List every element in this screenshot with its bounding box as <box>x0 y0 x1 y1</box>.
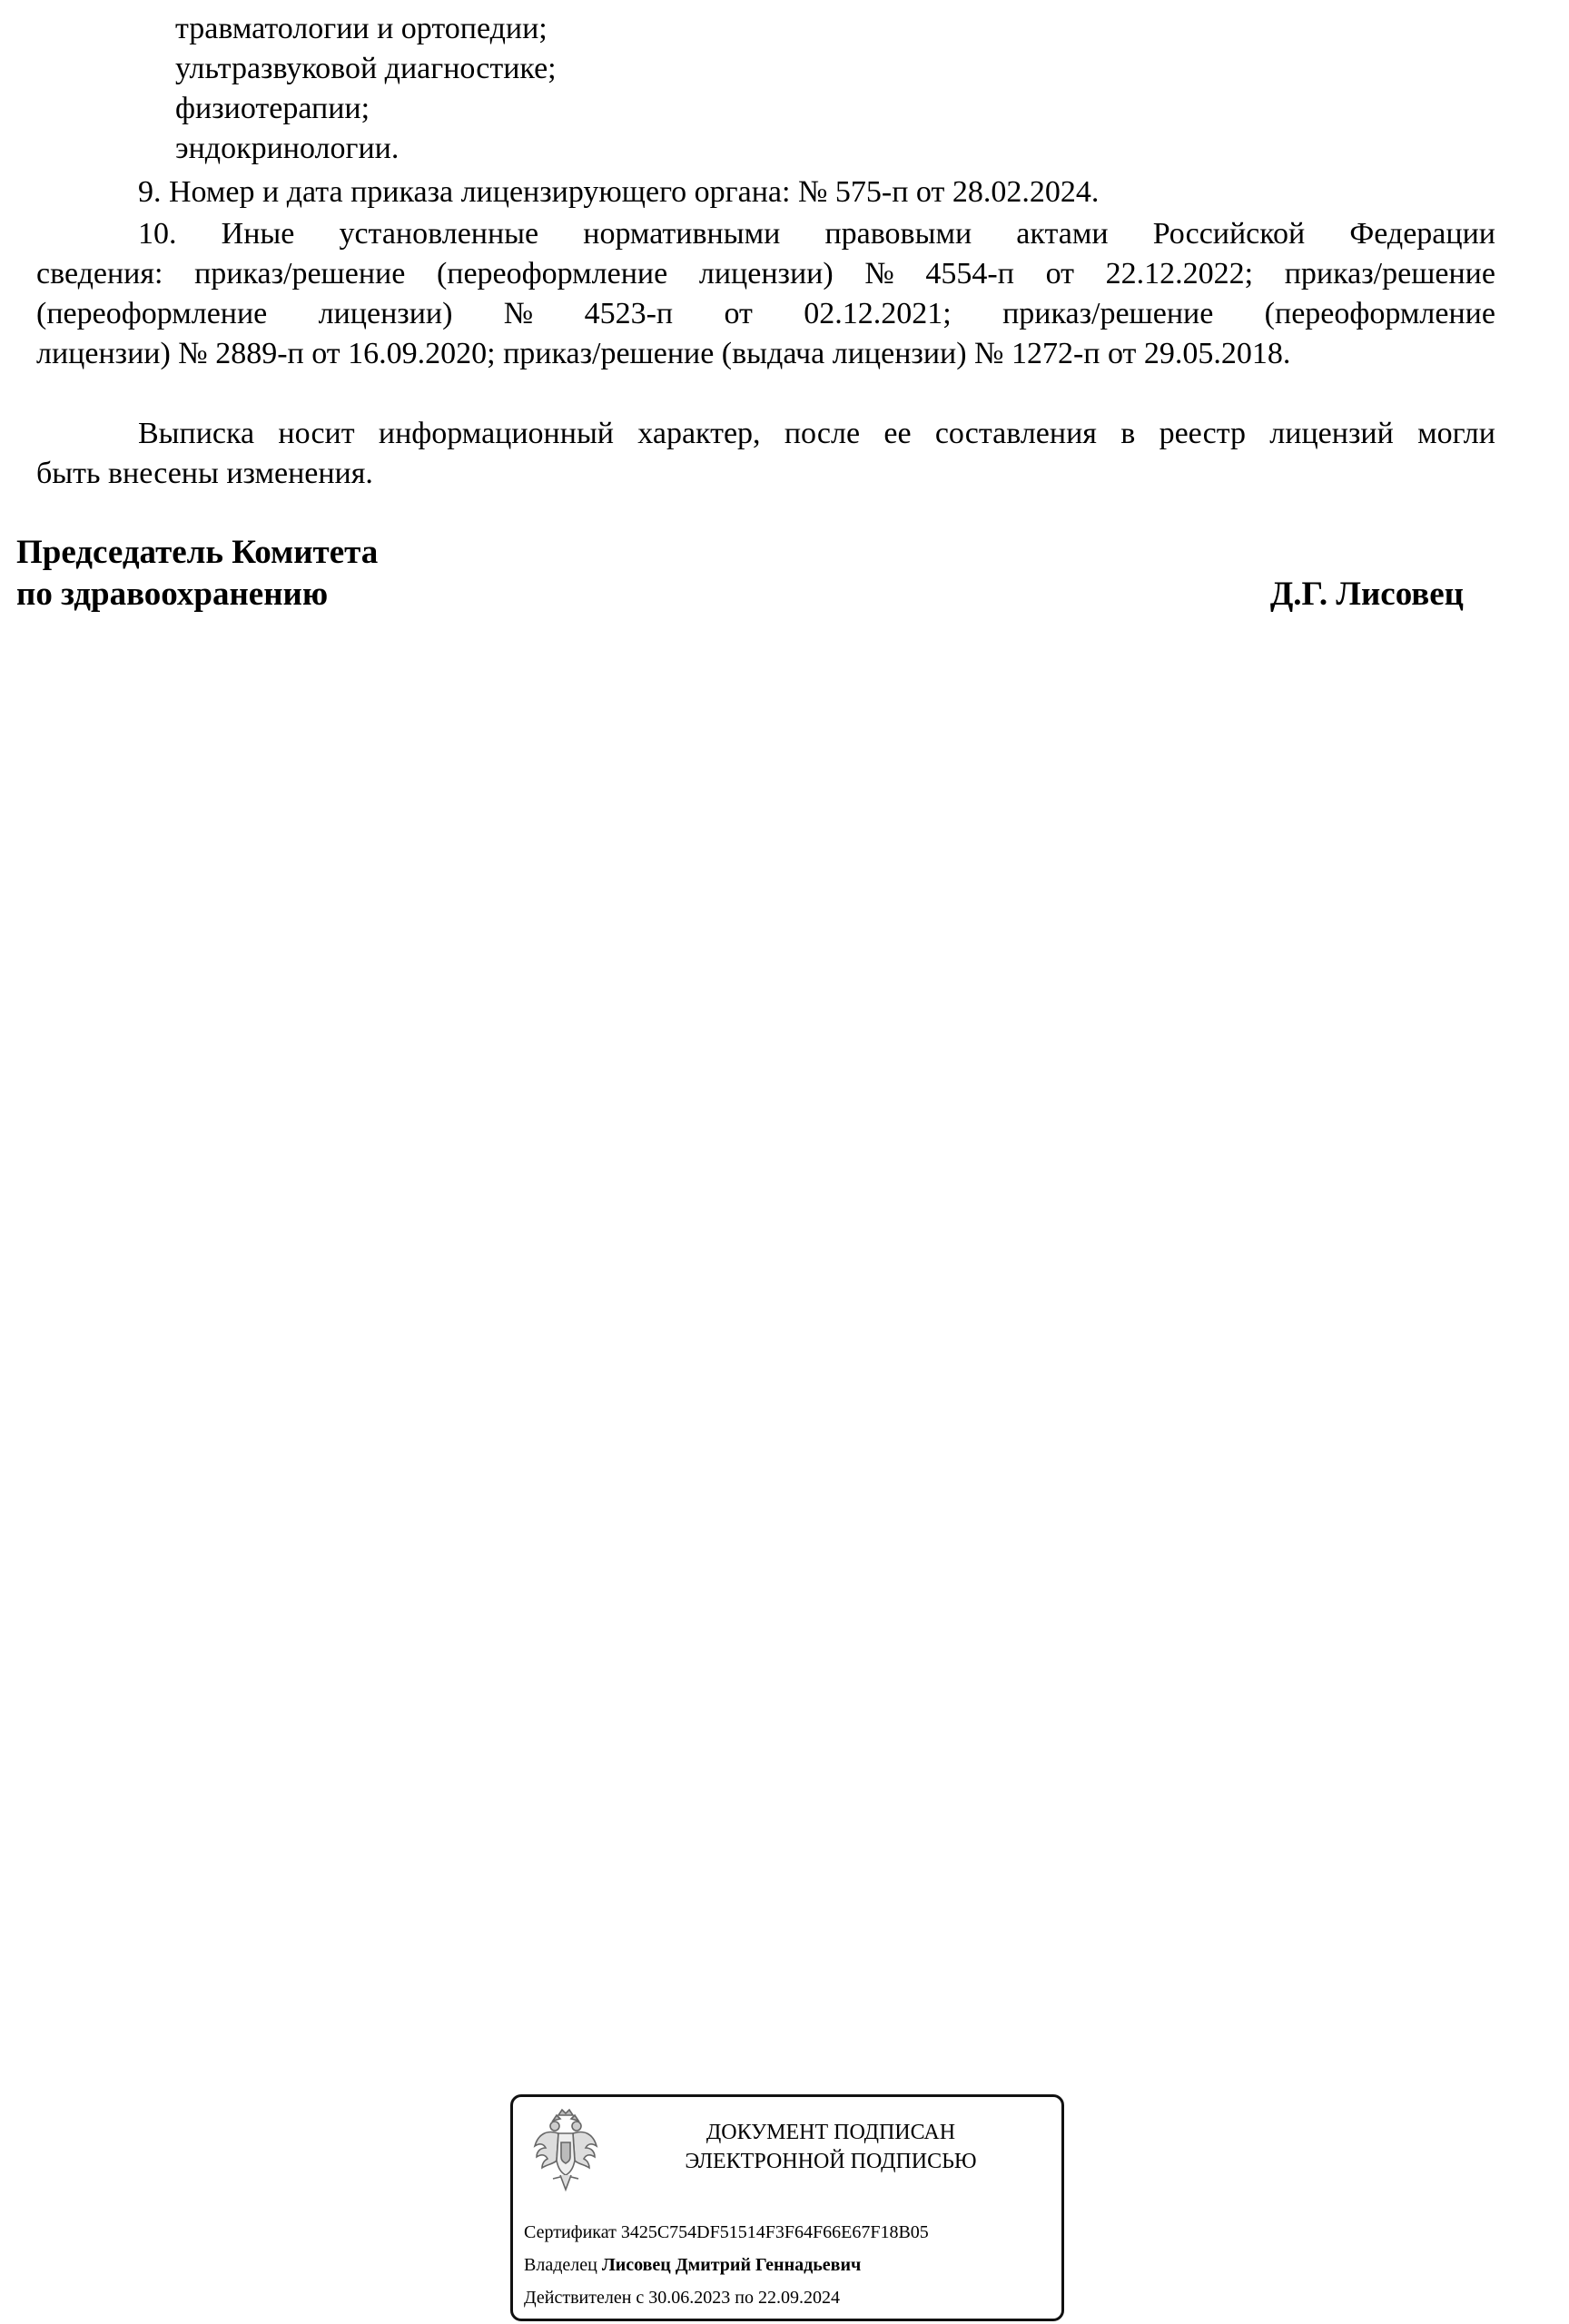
stamp-title-line-2: ЭЛЕКТРОННОЙ ПОДПИСЬЮ <box>685 2150 977 2173</box>
word: актами <box>1016 217 1109 251</box>
word: от <box>1045 257 1074 290</box>
word: в <box>1120 417 1136 450</box>
word: 22.12.2022; <box>1105 257 1254 290</box>
word: от <box>724 297 753 330</box>
list-item-physiotherapy: физиотерапии; <box>175 92 370 125</box>
word: (переоформление <box>1264 297 1495 330</box>
e-signature-stamp <box>510 2094 1064 2321</box>
word: Федерации <box>1349 217 1495 251</box>
certificate-value: 3425C754DF51514F3F64F66E67F18B05 <box>620 2222 929 2242</box>
owner-label: Владелец <box>524 2255 597 2275</box>
item-10-line-4: лицензии) № 2889-п от 16.09.2020; приказ/решение (выдача лицензии) № 1272-п от 29.05.2018. <box>36 337 1291 370</box>
notice-line-2: быть внесены изменения. <box>36 457 373 490</box>
word: составления <box>934 417 1097 450</box>
certificate-label: Сертификат <box>524 2222 617 2242</box>
word: лицензий <box>1269 417 1394 450</box>
item-10-line-1 <box>138 214 1495 254</box>
word: могли <box>1417 417 1495 450</box>
word: (переоформление <box>36 297 268 330</box>
word: лицензии) <box>698 257 834 290</box>
word: лицензии) <box>318 297 453 330</box>
word: 4554-п <box>925 257 1014 290</box>
stamp-validity: Действителен с 30.06.2023 по 22.09.2024 <box>524 2288 840 2308</box>
word: информационный <box>378 417 614 450</box>
word: Иные <box>221 217 295 251</box>
list-item-endocrinology: эндокринологии. <box>175 132 400 165</box>
list-item-traumatology: травматологии и ортопедии; <box>175 12 548 45</box>
word: установленные <box>339 217 539 251</box>
word: нормативными <box>583 217 781 251</box>
word: 02.12.2021; <box>804 297 952 330</box>
word: ее <box>883 417 912 450</box>
stamp-certificate <box>524 2221 929 2244</box>
word: № <box>503 297 534 330</box>
word: характер, <box>637 417 761 450</box>
word: приказ/решение <box>1284 257 1495 290</box>
word: правовыми <box>824 217 972 251</box>
signer-name: Д.Г. Лисовец <box>1269 576 1464 613</box>
owner-value: Лисовец Дмитрий Геннадьевич <box>601 2255 862 2275</box>
word: носит <box>278 417 355 450</box>
word: реестр <box>1159 417 1246 450</box>
item-10-line-2 <box>36 254 1495 294</box>
item-10-line-3 <box>36 294 1495 334</box>
word: Выписка <box>138 417 255 450</box>
word: 4523-п <box>584 297 674 330</box>
word: (переоформление <box>436 257 668 290</box>
word: 10. <box>138 217 177 251</box>
notice-line-1 <box>138 414 1495 454</box>
word: приказ/решение <box>194 257 406 290</box>
list-item-ultrasound: ультразвуковой диагностике; <box>175 52 557 85</box>
word: Российской <box>1152 217 1306 251</box>
coat-of-arms-icon <box>531 2106 600 2197</box>
word: № <box>864 257 894 290</box>
word: после <box>784 417 861 450</box>
stamp-title-line-1: ДОКУМЕНТ ПОДПИСАН <box>706 2121 956 2144</box>
word: сведения: <box>36 257 163 290</box>
word: приказ/решение <box>1002 297 1214 330</box>
signer-position-line-1: Председатель Комитета <box>16 534 379 571</box>
stamp-owner <box>524 2253 861 2277</box>
signer-position-line-2: по здравоохранению <box>16 576 329 613</box>
item-9-order-number: 9. Номер и дата приказа лицензирующего органа: № 575-п от 28.02.2024. <box>138 175 1100 209</box>
